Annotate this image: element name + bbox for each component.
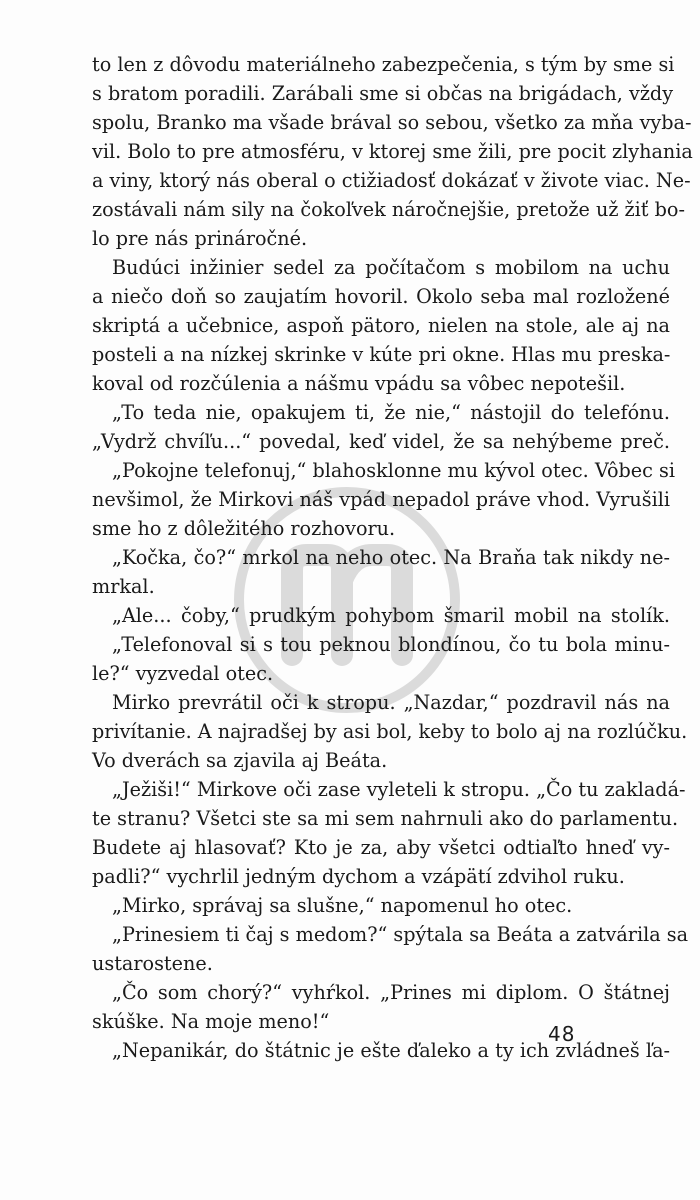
text-line: s bratom poradili. Zarábali sme si občas na brigádach, vždy (92, 82, 674, 105)
text-line: Mirko prevrátil oči k stropu. „Nazdar,“ pozdravil nás na (112, 691, 670, 714)
text-line: „Kočka, čo?“ mrkol na neho otec. Na Braňa tak nikdy ne- (112, 546, 670, 569)
text-line: to len z dôvodu materiálneho zabezpečenia, s tým by sme si (92, 53, 675, 76)
text-line: „Prinesiem ti čaj s medom?“ spýtala sa Beáta a zatvárila sa (112, 923, 689, 946)
text-line: skriptá a učebnice, aspoň pätoro, nielen na stole, ale aj na (92, 314, 670, 337)
text-line: ustarostene. (92, 952, 213, 975)
text-line: „Pokojne telefonuj,“ blahosklonne mu kývol otec. Vôbec si (112, 459, 675, 482)
text-line: sme ho z dôležitého rozhovoru. (92, 517, 396, 540)
text-line: nevšimol, že Mirkovi náš vpád nepadol práve vhod. Vyrušili (92, 488, 670, 511)
text-line: padli?“ vychrlil jedným dychom a vzápätí zdvihol ruku. (92, 865, 625, 888)
text-line: le?“ vyzvedal otec. (92, 662, 274, 685)
text-line: te stranu? Všetci ste sa mi sem nahrnuli ako do parlamentu. (92, 807, 679, 830)
text-line: lo pre nás prináročné. (92, 227, 308, 250)
text-line: „Nepanikár, do štátnic je ešte ďaleko a ty ich zvládneš ľa- (112, 1039, 670, 1062)
text-line: „To teda nie, opakujem ti, že nie,“ nástojil do telefónu. (112, 401, 670, 424)
text-line: „Ježiši!“ Mirkove oči zase vyleteli k stropu. „Čo tu zakladá- (112, 778, 686, 801)
text-line: „Čo som chorý?“ vyhŕkol. „Prines mi diplom. O štátnej (112, 981, 670, 1004)
text-line: Budúci inžinier sedel za počítačom s mobilom na uchu (112, 256, 670, 279)
text-line: zostávali nám sily na čokoľvek náročnejšie, pretože už žiť bo- (92, 198, 685, 221)
page-number: 48 (548, 1022, 576, 1046)
text-line: vil. Bolo to pre atmosféru, v ktorej sme žili, pre pocit zlyhania (92, 140, 693, 163)
body-text (92, 50, 693, 1065)
text-line: Vo dverách sa zjavila aj Beáta. (92, 749, 388, 772)
text-line: Budete aj hlasovať? Kto je za, aby všetci odtiaľto hneď vy- (92, 836, 670, 859)
text-line: mrkal. (92, 575, 155, 598)
text-line: a niečo doň so zaujatím hovoril. Okolo seba mal rozložené (92, 285, 670, 308)
text-line: „Mirko, správaj sa slušne,“ napomenul ho otec. (112, 894, 573, 917)
text-line: koval od rozčúlenia a nášmu vpádu sa vôbec nepotešil. (92, 372, 626, 395)
text-line: a viny, ktorý nás oberal o ctižiadosť dokázať v živote viac. Ne- (92, 169, 691, 192)
text-line: spolu, Branko ma všade brával so sebou, všetko za mňa vyba- (92, 111, 692, 134)
text-line: „Telefonoval si s tou peknou blondínou, čo tu bola minu- (112, 633, 670, 656)
text-line: posteli a na nízkej skrinke v kúte pri okne. Hlas mu preska- (92, 343, 671, 366)
text-line: „Ale... čoby,“ prudkým pohybom šmaril mobil na stolík. (112, 604, 670, 627)
text-line: privítanie. A najradšej by asi bol, keby to bolo aj na rozlúčku. (92, 720, 688, 743)
text-line: „Vydrž chvíľu...“ povedal, keď videl, že sa nehýbeme preč. (92, 430, 670, 453)
text-line: skúške. Na moje meno!“ (92, 1010, 330, 1033)
